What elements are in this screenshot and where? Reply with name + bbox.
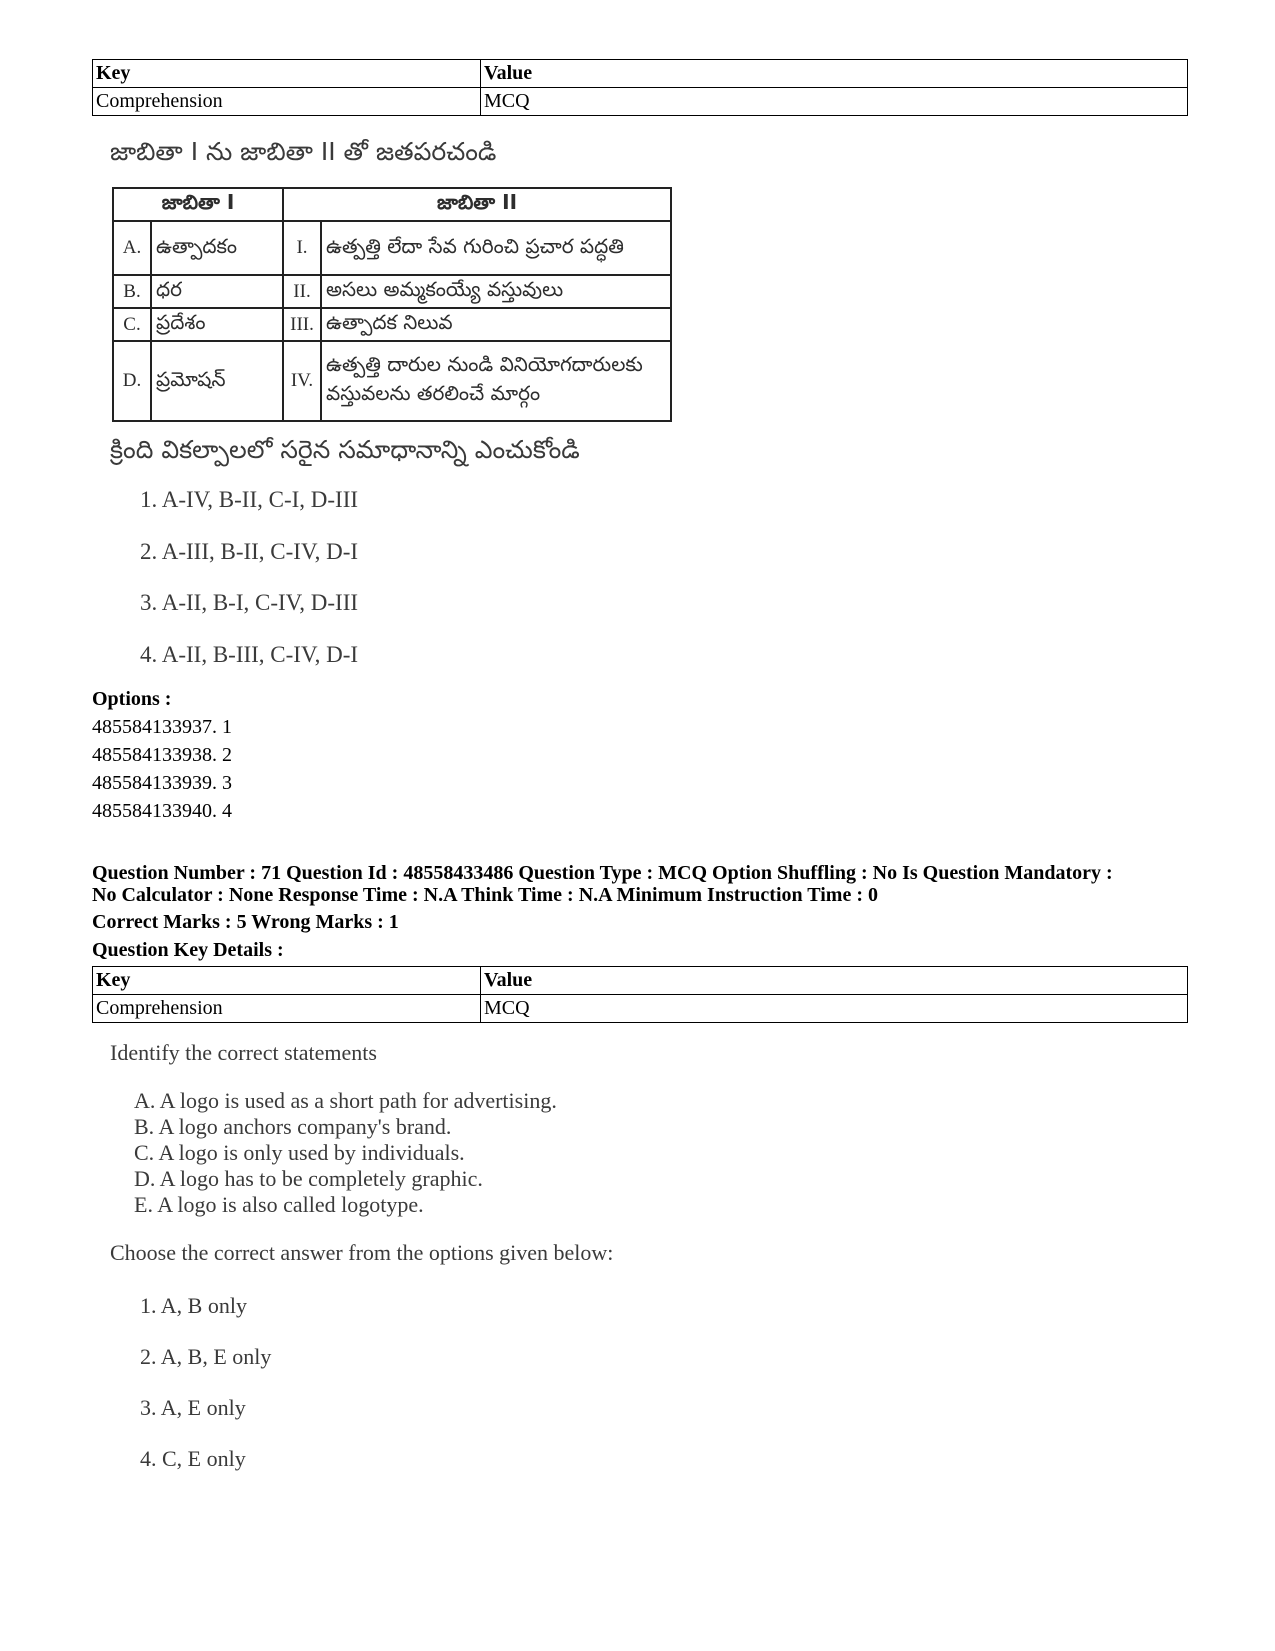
row-label: II. [283, 275, 321, 308]
value-cell: MCQ [481, 995, 1188, 1023]
row-label: B. [113, 275, 151, 308]
row-label: I. [283, 221, 321, 275]
question-meta-line-2: No Calculator : None Response Time : N.A Think Time : N.A Minimum Instruction Time : 0 [92, 884, 878, 906]
question-image [92, 1040, 792, 1480]
statement: B. A logo anchors company's brand. [134, 1114, 452, 1139]
key-cell: Comprehension [93, 995, 481, 1023]
list-1-item: ఉత్పాదకం [151, 221, 283, 275]
key-table-row [93, 88, 1188, 116]
statement: A. A logo is used as a short path for advertising. [134, 1088, 557, 1113]
list-2-header: జాబితా II [283, 188, 671, 221]
option-id: 485584133940. 4 [92, 800, 232, 822]
match-table-header [113, 188, 671, 221]
question-marks: Correct Marks : 5 Wrong Marks : 1 [92, 911, 399, 933]
list-2-item: ఉత్పత్తి దారుల నుండి వినియోగదారులకు వస్తువలను తరలించే మార్గం [321, 341, 671, 421]
value-cell: MCQ [481, 88, 1188, 116]
answer-choice: 3. A, E only [140, 1395, 246, 1420]
row-label: III. [283, 308, 321, 341]
key-table-row [93, 995, 1188, 1023]
list-1-header: జాబితా I [113, 188, 283, 221]
choose-instruction: Choose the correct answer from the options given below: [110, 1240, 614, 1265]
match-row [113, 275, 671, 308]
match-row [113, 308, 671, 341]
key-cell: Comprehension [93, 88, 481, 116]
row-label: A. [113, 221, 151, 275]
list-2-item: అసలు అమ్మకంయ్యే వస్తువులు [321, 275, 671, 308]
match-instruction: జాబితా I ను జాబితా II తో జతపరచండి [110, 137, 497, 166]
match-table [112, 187, 672, 422]
list-2-item: ఉత్పత్తి లేదా సేవ గురించి ప్రచార పద్ధతి [321, 221, 671, 275]
answer-choice: 2. A-III, B-II, C-IV, D-I [140, 539, 359, 564]
answer-choice: 4. A-II, B-III, C-IV, D-I [140, 642, 359, 667]
question-meta-line-1: Question Number : 71 Question Id : 48558433486 Question Type : MCQ Option Shuffling : No Is Question Mandatory : [92, 862, 1113, 884]
key-header: Key [93, 60, 481, 88]
option-id: 485584133939. 3 [92, 772, 232, 794]
question-image [92, 137, 792, 677]
match-row [113, 221, 671, 275]
question-key-table [92, 59, 1188, 116]
answer-choice: 3. A-II, B-I, C-IV, D-III [140, 590, 359, 615]
value-header: Value [481, 967, 1188, 995]
statement: C. A logo is only used by individuals. [134, 1140, 465, 1165]
options-label: Options : [92, 688, 172, 710]
row-label: D. [113, 341, 151, 421]
option-id: 485584133937. 1 [92, 716, 232, 738]
key-table-header-row [93, 60, 1188, 88]
list-1-item: ప్రదేశం [151, 308, 283, 341]
row-label: C. [113, 308, 151, 341]
question-key-details-label: Question Key Details : [92, 939, 284, 961]
key-header: Key [93, 967, 481, 995]
statement: E. A logo is also called logotype. [134, 1192, 424, 1217]
list-1-item: ధర [151, 275, 283, 308]
answer-choice: 1. A-IV, B-II, C-I, D-III [140, 487, 359, 512]
answer-choice: 4. C, E only [140, 1446, 246, 1471]
option-id: 485584133938. 2 [92, 744, 232, 766]
answer-choice: 2. A, B, E only [140, 1344, 272, 1369]
statement: D. A logo has to be completely graphic. [134, 1166, 483, 1191]
list-1-item: ప్రమోషన్ [151, 341, 283, 421]
choose-instruction: క్రింది వికల్పాలలో సరైన సమాధానాన్ని ఎంచుకోండి [110, 435, 580, 464]
row-label: IV. [283, 341, 321, 421]
question-intro: Identify the correct statements [110, 1040, 377, 1065]
answer-choice: 1. A, B only [140, 1293, 247, 1318]
value-header: Value [481, 60, 1188, 88]
match-row [113, 341, 671, 421]
question-key-table [92, 966, 1188, 1023]
key-table-header-row [93, 967, 1188, 995]
list-2-item: ఉత్పాదక నిలువ [321, 308, 671, 341]
